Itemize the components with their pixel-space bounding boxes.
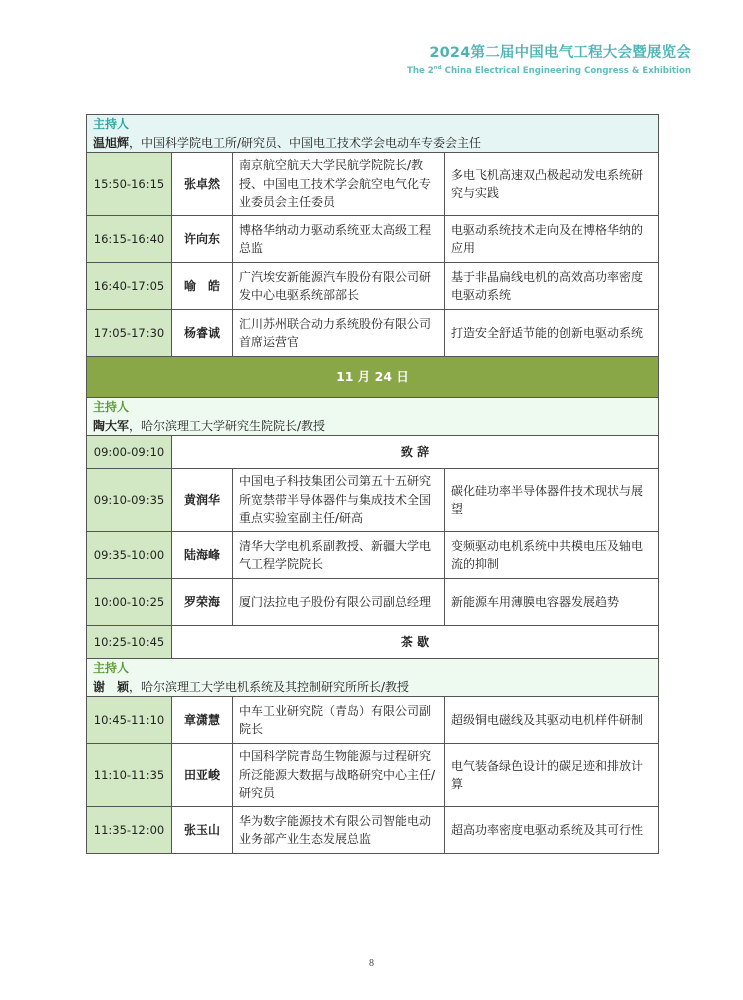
host-title: ，哈尔滨理工大学研究生院院长/教授 xyxy=(129,418,326,433)
talk-organization: 博格华纳动力驱动系统亚太高级工程总监 xyxy=(233,216,445,263)
talk-row xyxy=(87,469,659,532)
talk-time: 09:35-10:00 xyxy=(87,532,172,579)
talk-time: 10:00-10:25 xyxy=(87,579,172,626)
talk-row xyxy=(87,697,659,744)
talk-organization: 华为数字能源技术有限公司智能电动业务部产业生态发展总监 xyxy=(233,807,445,854)
conference-header xyxy=(407,44,691,77)
talk-organization: 清华大学电机系副教授、新疆大学电气工程学院院长 xyxy=(233,532,445,579)
talk-speaker: 张卓然 xyxy=(172,153,233,216)
talk-speaker: 张玉山 xyxy=(172,807,233,854)
talk-row xyxy=(87,216,659,263)
opening-time: 09:00-09:10 xyxy=(87,436,172,469)
talk-row xyxy=(87,310,659,357)
talk-topic: 基于非晶扁线电机的高效高功率密度电驱动系统 xyxy=(445,263,659,310)
host-name: 温旭辉 xyxy=(93,135,130,150)
talk-time: 10:45-11:10 xyxy=(87,697,172,744)
talk-speaker: 罗荣海 xyxy=(172,579,233,626)
talk-time: 15:50-16:15 xyxy=(87,153,172,216)
break-row xyxy=(87,626,659,659)
talk-row xyxy=(87,579,659,626)
host-row xyxy=(87,398,659,436)
talk-topic: 变频驱动电机系统中共模电压及轴电流的抑制 xyxy=(445,532,659,579)
talk-organization: 中国科学院青岛生物能源与过程研究所泛能源大数据与战略研究中心主任/研究员 xyxy=(233,744,445,807)
talk-time: 16:15-16:40 xyxy=(87,216,172,263)
host-row xyxy=(87,115,659,153)
host-name: 陶大军 xyxy=(93,418,130,433)
talk-topic: 电气装备绿色设计的碳足迹和排放计算 xyxy=(445,744,659,807)
talk-row xyxy=(87,153,659,216)
host-label: 主持人 xyxy=(93,661,130,675)
talk-organization: 广汽埃安新能源汽车股份有限公司研发中心电驱系统部部长 xyxy=(233,263,445,310)
talk-speaker: 杨睿诚 xyxy=(172,310,233,357)
host-info xyxy=(93,417,652,436)
day-date: 11 月 24 日 xyxy=(87,357,659,398)
opening-row xyxy=(87,436,659,469)
talk-speaker: 田亚峻 xyxy=(172,744,233,807)
conference-title-en: The 2nd China Electrical Engineering Congress & Exhibition xyxy=(407,65,691,76)
talk-speaker: 陆海峰 xyxy=(172,532,233,579)
host-title: ，中国科学院电工所/研究员、中国电工技术学会电动车专委会主任 xyxy=(129,135,482,150)
talk-organization: 南京航空航天大学民航学院院长/教授、中国电工技术学会航空电气化专业委员会主任委员 xyxy=(233,153,445,216)
talk-organization: 厦门法拉电子股份有限公司副总经理 xyxy=(233,579,445,626)
host-name: 谢 颖 xyxy=(93,679,130,694)
talk-topic: 电驱动系统技术走向及在博格华纳的应用 xyxy=(445,216,659,263)
talk-speaker: 许向东 xyxy=(172,216,233,263)
talk-row xyxy=(87,744,659,807)
talk-speaker: 黄润华 xyxy=(172,469,233,532)
break-label: 茶 歇 xyxy=(172,626,659,659)
host-info xyxy=(93,134,652,153)
talk-topic: 碳化硅功率半导体器件技术现状与展望 xyxy=(445,469,659,532)
talk-topic: 打造安全舒适节能的创新电驱动系统 xyxy=(445,310,659,357)
agenda-table xyxy=(86,114,659,854)
talk-speaker: 喻 皓 xyxy=(172,263,233,310)
date-row xyxy=(87,357,659,398)
page-number: 8 xyxy=(369,958,374,969)
talk-row xyxy=(87,532,659,579)
host-title: ，哈尔滨理工大学电机系统及其控制研究所所长/教授 xyxy=(129,679,410,694)
talk-time: 11:35-12:00 xyxy=(87,807,172,854)
talk-row xyxy=(87,807,659,854)
opening-label: 致 辞 xyxy=(172,436,659,469)
talk-topic: 超级铜电磁线及其驱动电机样件研制 xyxy=(445,697,659,744)
break-time: 10:25-10:45 xyxy=(87,626,172,659)
host-info xyxy=(93,678,652,697)
talk-topic: 新能源车用薄膜电容器发展趋势 xyxy=(445,579,659,626)
talk-topic: 多电飞机高速双凸极起动发电系统研究与实践 xyxy=(445,153,659,216)
host-label: 主持人 xyxy=(93,117,130,131)
talk-time: 09:10-09:35 xyxy=(87,469,172,532)
talk-topic: 超高功率密度电驱动系统及其可行性 xyxy=(445,807,659,854)
host-row xyxy=(87,659,659,697)
host-label: 主持人 xyxy=(93,400,130,414)
talk-organization: 汇川苏州联合动力系统股份有限公司首席运营官 xyxy=(233,310,445,357)
talk-organization: 中车工业研究院（青岛）有限公司副院长 xyxy=(233,697,445,744)
talk-time: 17:05-17:30 xyxy=(87,310,172,357)
talk-organization: 中国电子科技集团公司第五十五研究所宽禁带半导体器件与集成技术全国重点实验室副主任/研高 xyxy=(233,469,445,532)
talk-row xyxy=(87,263,659,310)
conference-title-cn: 2024第二届中国电气工程大会暨展览会 xyxy=(429,45,691,61)
talk-speaker: 章潇慧 xyxy=(172,697,233,744)
talk-time: 11:10-11:35 xyxy=(87,744,172,807)
talk-time: 16:40-17:05 xyxy=(87,263,172,310)
